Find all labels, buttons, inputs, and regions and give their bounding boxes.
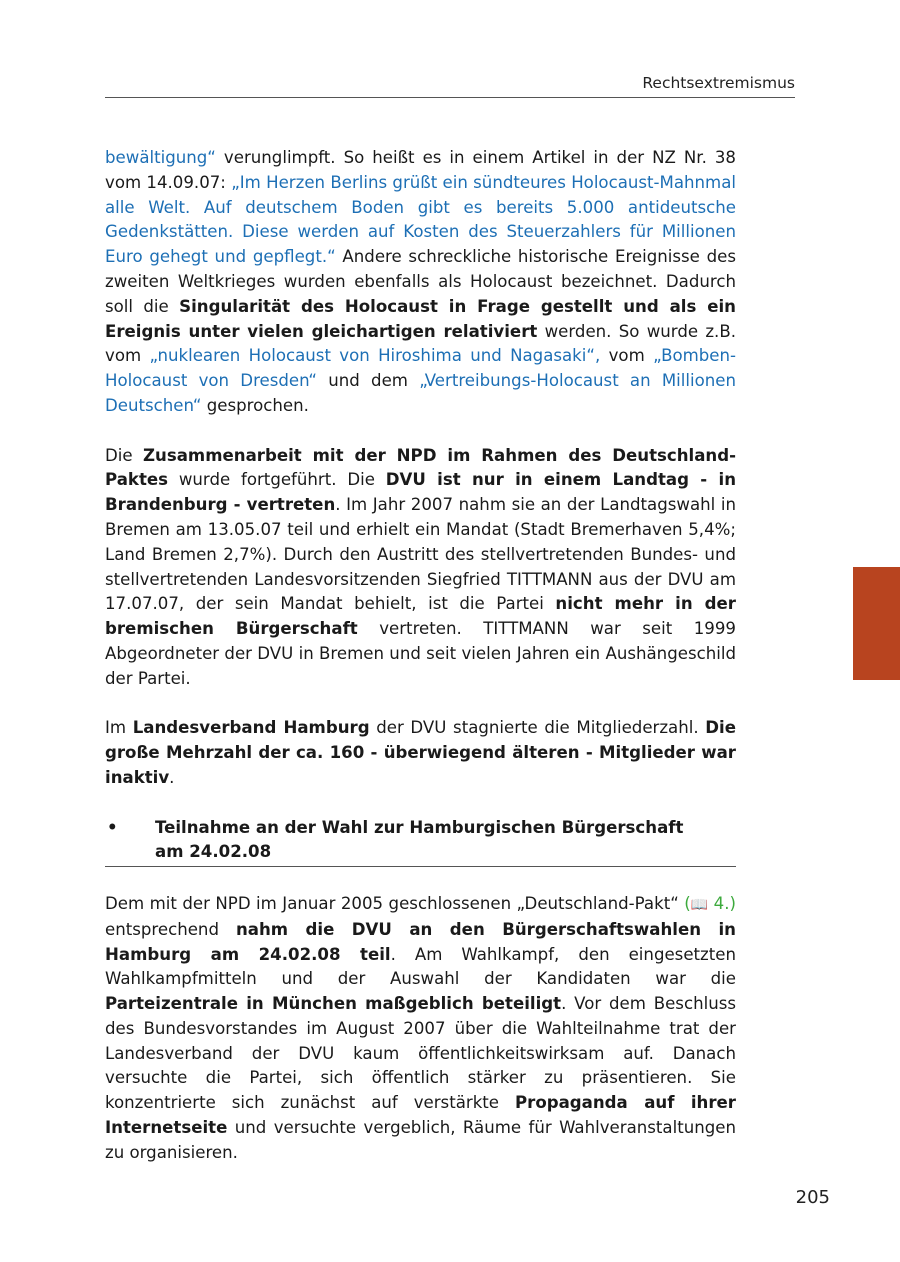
section-heading	[105, 816, 736, 868]
body-text: und dem	[317, 371, 420, 391]
body-text: und versuchte vergeblich, Räume für Wahlveranstaltungen zu organisieren.	[105, 1118, 736, 1162]
body-text: vom	[600, 346, 654, 366]
body-text: Die	[105, 445, 144, 465]
body-text: werden. So wurde z.B. vom	[105, 321, 736, 366]
emphasis-text: Die große Mehrzahl der ca. 160 - überwiegend älteren - Mitglieder war inaktiv	[105, 718, 736, 787]
body-text: wurde fortgeführt. Die	[168, 470, 386, 490]
body-text: entsprechend	[105, 919, 236, 939]
book-icon: 📖	[690, 896, 709, 913]
body-text: vertreten. TITTMANN war seit 1999 Abgeordneter der DVU in Bremen und seit vielen Jahren ein Aushängeschild der Partei.	[105, 619, 736, 688]
heading-line: am 24.02.08	[155, 842, 272, 862]
paragraph-election-participation	[105, 892, 736, 1166]
emphasis-text: Parteizentrale in München maßgeblich beteiligt	[105, 994, 562, 1014]
quote-text: „Bomben-Holocaust von Dresden“	[105, 346, 737, 391]
paragraph-landesverband-hamburg	[105, 716, 736, 790]
emphasis-text: DVU ist nur in einem Landtag - in Brandenburg - vertreten	[105, 470, 737, 515]
quote-text: „Vertreibungs-Holocaust an Millionen Deutschen“	[105, 371, 736, 415]
body-text: . Im Jahr 2007 nahm sie an der Landtagswahl in Bremen am 13.05.07 teil und erhielt ein Mandat (Stadt Bremerhaven 5,4%; Land Bremen 2,7%). Durch den Austritt des stellvertretenden Bundes- und stellvertretenden Landesvorsitzenden Siegfried TITTMANN aus der DVU am 17.07.07, der sein Mandat behielt, ist die Partei	[105, 495, 736, 614]
page-body	[105, 146, 736, 1166]
body-text: der DVU stagnierte die Mitgliederzahl.	[369, 718, 706, 738]
body-text: . Am Wahlkampf, den eingesetzten Wahlkampfmitteln und der Auswahl der Kandidaten war die	[105, 944, 736, 989]
emphasis-text: nahm die DVU an den Bürgerschaftswahlen in Hamburg am 24.02.08 teil	[105, 919, 736, 964]
body-text: .	[169, 767, 175, 787]
body-text: verunglimpft. So heißt es in einem Artikel in der NZ Nr. 38 vom 14.09.07:	[105, 148, 736, 192]
cross-reference-link[interactable]	[684, 894, 736, 913]
body-text: gesprochen.	[201, 395, 309, 415]
emphasis-text: nicht mehr in der bremischen Bürgerschaft	[105, 594, 736, 639]
body-text: Dem mit der NPD im Januar 2005 geschlossenen „Deutschland-Pakt“	[105, 893, 685, 913]
heading-line: Teilnahme an der Wahl zur Hamburgischen Bürgerschaft	[155, 817, 684, 837]
bullet-icon: •	[107, 817, 118, 837]
emphasis-text: Singularität des Holocaust in Frage gestellt und als ein Ereignis unter vielen gleichartigen relativiert	[105, 296, 737, 341]
chapter-side-tab	[853, 567, 900, 680]
ref-paren: (	[684, 893, 691, 913]
body-text: Im	[105, 718, 133, 738]
section-heading-text	[155, 816, 683, 866]
paragraph-npd-cooperation	[105, 444, 736, 692]
paragraph-holocaust-relativization	[105, 146, 736, 419]
quote-text: „nuklearen Holocaust von Hiroshima und Nagasaki“,	[149, 346, 601, 366]
ref-text: 4.)	[708, 893, 736, 913]
page-number: 205	[795, 1187, 830, 1208]
emphasis-text: Landesverband Hamburg	[132, 718, 370, 738]
body-text: . Vor dem Beschluss des Bundesvorstandes im August 2007 über die Wahlteilnahme trat der Landesverband der DVU kaum öffentlichkeitswirksam auf. Danach versuchte die Partei, sich öffentlich stärker zu präsentieren. Sie konzentrierte sich zunächst auf verstärkte	[105, 994, 736, 1113]
header-divider	[105, 97, 795, 98]
emphasis-text: Zusammenarbeit mit der NPD im Rahmen des Deutschland-Paktes	[105, 445, 737, 490]
running-header: Rechtsextremismus	[642, 74, 795, 92]
body-text: Andere schreckliche historische Ereignisse des zweiten Weltkrieges wurden ebenfalls als Holocaust bezeichnet. Dadurch soll die	[105, 247, 737, 316]
quote-text: „Im Herzen Berlins grüßt ein sündteures Holocaust-Mahnmal alle Welt. Auf deutschem Boden gibt es bereits 5.000 antideutsche Gedenkstätten. Diese werden auf Kosten des Steuerzahlers für Millionen Euro gehegt und gepflegt.“	[105, 172, 736, 267]
quote-text: bewältigung“	[105, 148, 216, 167]
emphasis-text: Propaganda auf ihrer Internetseite	[105, 1093, 736, 1138]
